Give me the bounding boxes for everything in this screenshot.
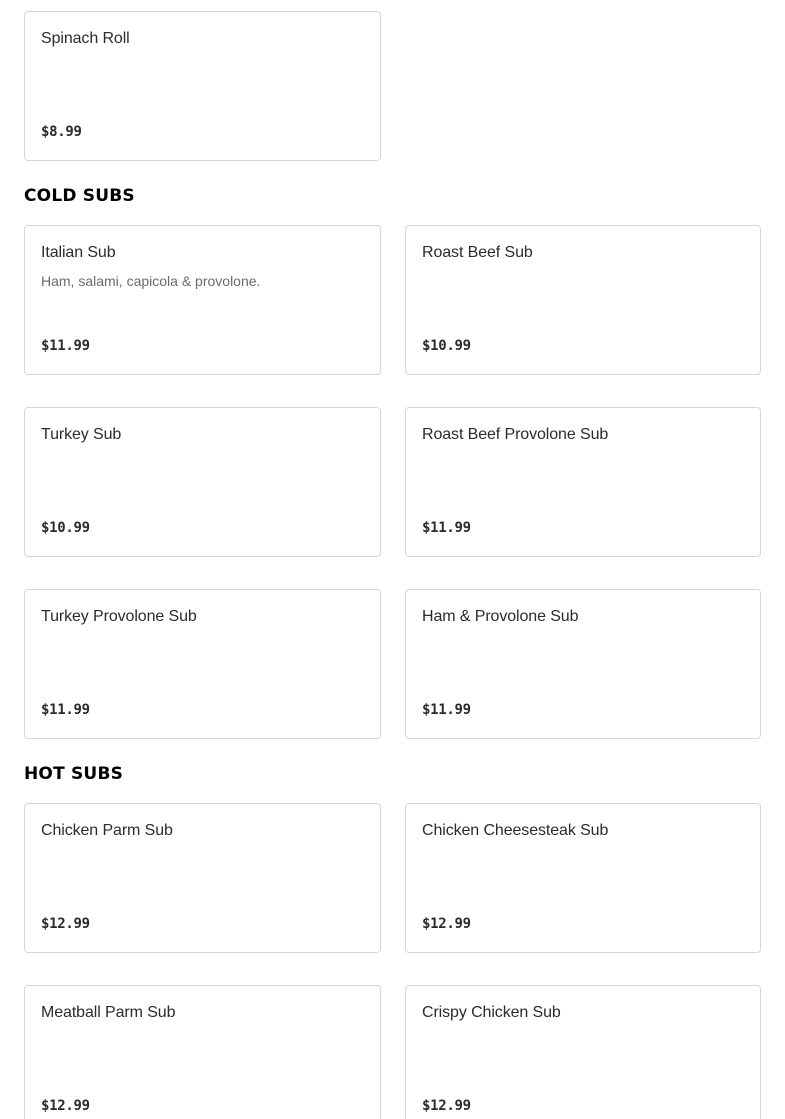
item-price: $8.99	[41, 124, 82, 140]
menu-item-card[interactable]	[405, 407, 761, 557]
item-name: Roast Beef Sub	[422, 244, 533, 261]
item-price: $11.99	[41, 338, 90, 354]
item-name: Ham & Provolone Sub	[422, 608, 579, 625]
menu-item-card[interactable]	[24, 225, 381, 375]
item-name: Roast Beef Provolone Sub	[422, 426, 609, 443]
item-name: Italian Sub	[41, 244, 116, 261]
item-name: Turkey Sub	[41, 426, 122, 443]
section-title-cold-subs: COLD SUBS	[24, 186, 135, 206]
menu-item-card[interactable]	[24, 11, 381, 161]
item-name: Chicken Cheesesteak Sub	[422, 822, 609, 839]
menu-item-card[interactable]	[24, 589, 381, 739]
menu-item-card[interactable]	[24, 407, 381, 557]
menu-item-card[interactable]	[24, 985, 381, 1119]
item-price: $12.99	[422, 1098, 471, 1114]
menu-item-card[interactable]	[405, 225, 761, 375]
item-price: $12.99	[41, 916, 90, 932]
item-price: $11.99	[422, 520, 471, 536]
menu-item-card[interactable]	[405, 589, 761, 739]
item-price: $12.99	[422, 916, 471, 932]
item-description: Ham, salami, capicola & provolone.	[41, 273, 261, 289]
item-price: $10.99	[422, 338, 471, 354]
item-name: Meatball Parm Sub	[41, 1004, 176, 1021]
menu-item-card[interactable]	[405, 985, 761, 1119]
item-name: Spinach Roll	[41, 30, 130, 47]
menu-item-card[interactable]	[405, 803, 761, 953]
menu-item-card[interactable]	[24, 803, 381, 953]
item-price: $12.99	[41, 1098, 90, 1114]
item-price: $11.99	[41, 702, 90, 718]
item-price: $11.99	[422, 702, 471, 718]
item-price: $10.99	[41, 520, 90, 536]
item-name: Turkey Provolone Sub	[41, 608, 197, 625]
item-name: Crispy Chicken Sub	[422, 1004, 561, 1021]
item-name: Chicken Parm Sub	[41, 822, 173, 839]
section-title-hot-subs: HOT SUBS	[24, 764, 124, 784]
